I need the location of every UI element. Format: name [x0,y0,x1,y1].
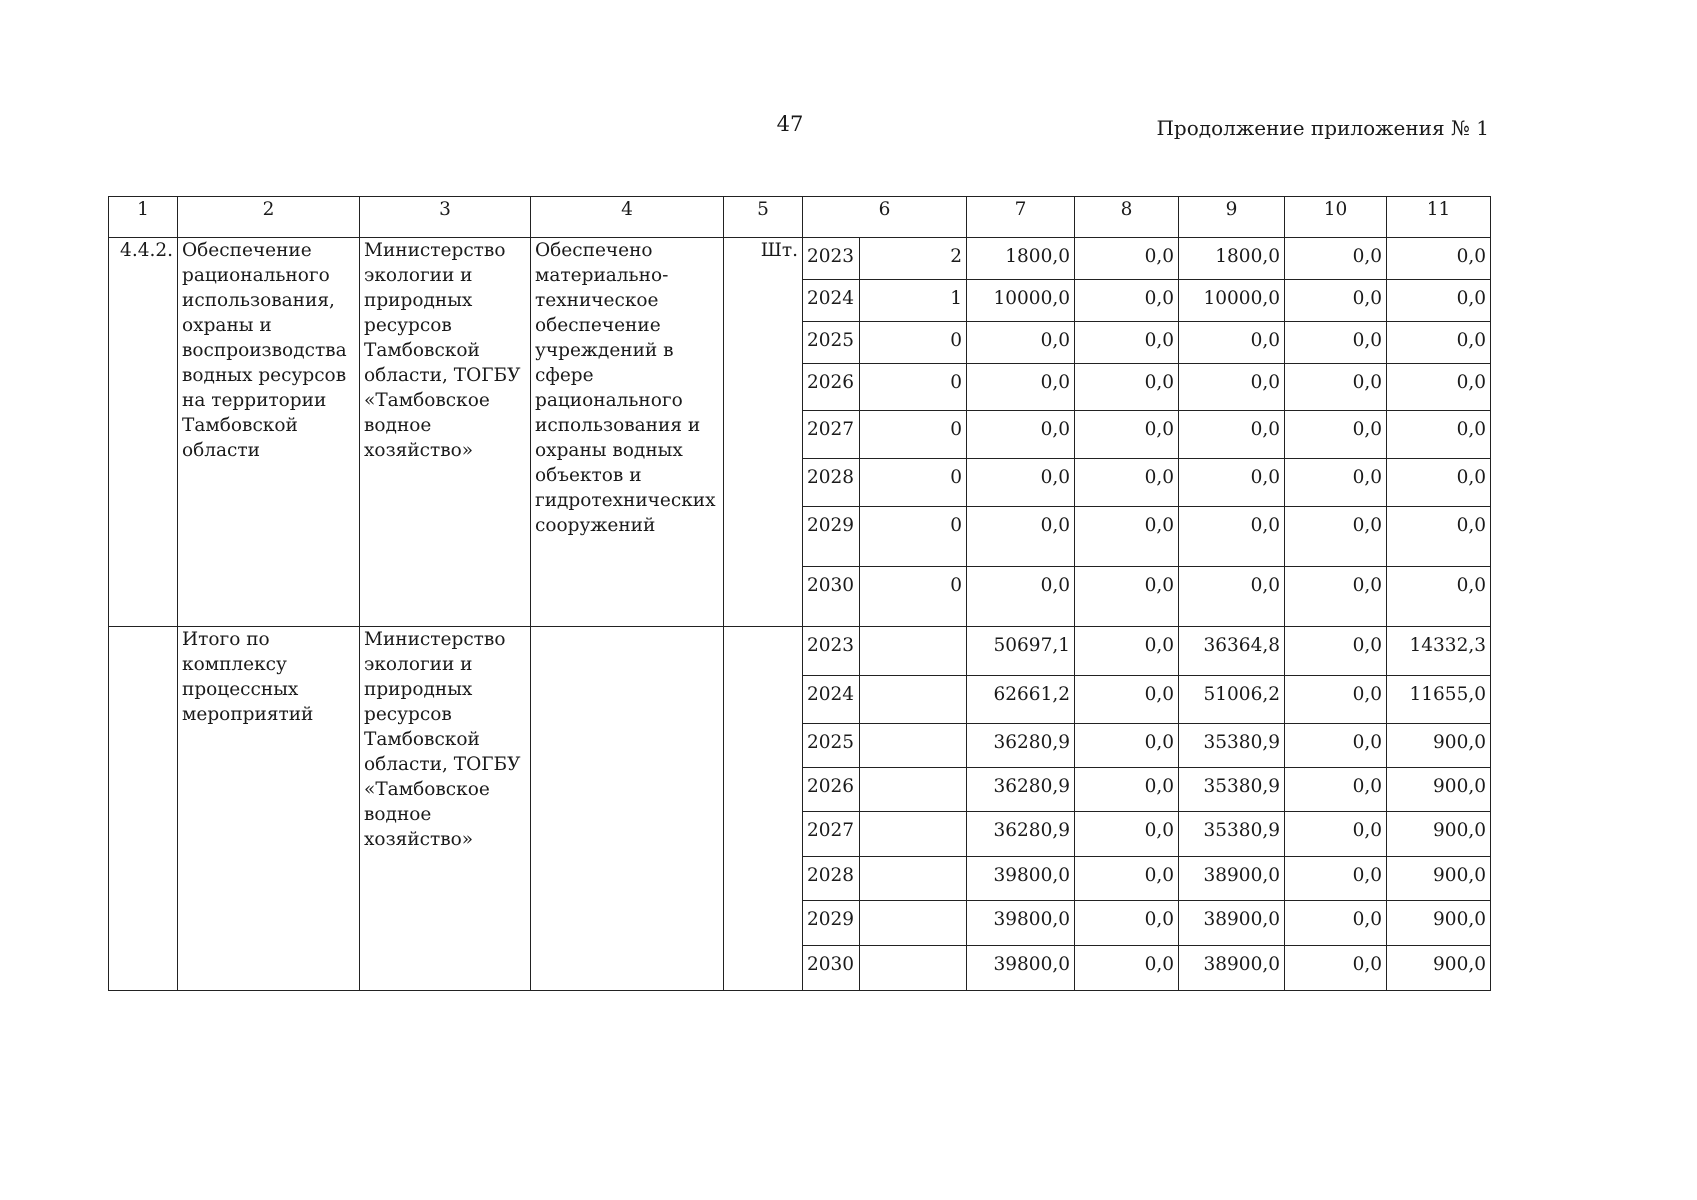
value-cell: 0,0 [1075,507,1179,567]
value-cell: 0,0 [1179,364,1285,411]
value-cell: 0,0 [1179,322,1285,364]
value-cell: 0,0 [967,322,1075,364]
value-cell: 62661,2 [967,676,1075,724]
year-cell: 2028 [803,857,860,901]
count-cell [860,676,967,724]
value-cell: 0,0 [1285,768,1387,812]
value-cell: 0,0 [1387,507,1491,567]
year-cell: 2030 [803,567,860,627]
count-cell: 0 [860,411,967,459]
value-cell: 0,0 [1075,768,1179,812]
count-cell: 0 [860,459,967,507]
value-cell: 0,0 [967,507,1075,567]
item-responsible: Министерство экологии и природных ресурсов Тамбовской области, ТОГБУ «Тамбовское водное хозяйство» [360,238,531,627]
value-cell: 0,0 [967,364,1075,411]
count-cell [860,901,967,946]
value-cell: 14332,3 [1387,627,1491,676]
header-cell: 1 [109,197,178,238]
count-cell: 1 [860,280,967,322]
total-result-cell [531,627,724,991]
value-cell: 0,0 [1285,676,1387,724]
year-cell: 2027 [803,411,860,459]
value-cell: 0,0 [1285,238,1387,280]
value-cell: 0,0 [1075,364,1179,411]
year-cell: 2026 [803,768,860,812]
value-cell: 0,0 [1075,567,1179,627]
value-cell: 0,0 [1179,459,1285,507]
header-cell: 3 [360,197,531,238]
value-cell: 0,0 [1285,812,1387,857]
value-cell: 0,0 [967,459,1075,507]
value-cell: 0,0 [1179,567,1285,627]
value-cell: 0,0 [1387,411,1491,459]
value-cell: 1800,0 [1179,238,1285,280]
count-cell: 2 [860,238,967,280]
value-cell: 900,0 [1387,946,1491,991]
value-cell: 0,0 [1387,459,1491,507]
count-cell: 0 [860,364,967,411]
value-cell: 39800,0 [967,901,1075,946]
value-cell: 39800,0 [967,946,1075,991]
header-cell: 4 [531,197,724,238]
count-cell [860,946,967,991]
value-cell: 0,0 [1285,946,1387,991]
total-code-cell [109,627,178,991]
count-cell [860,857,967,901]
header-cell: 8 [1075,197,1179,238]
value-cell: 0,0 [1075,901,1179,946]
value-cell: 0,0 [1387,280,1491,322]
count-cell [860,768,967,812]
value-cell: 0,0 [1075,724,1179,768]
value-cell: 10000,0 [1179,280,1285,322]
value-cell: 0,0 [1285,724,1387,768]
value-cell: 36280,9 [967,812,1075,857]
value-cell: 36364,8 [1179,627,1285,676]
value-cell: 900,0 [1387,901,1491,946]
count-cell [860,812,967,857]
total-name: Итого по комплексу процессных мероприятий [178,627,360,991]
total-responsible: Министерство экологии и природных ресурсов Тамбовской области, ТОГБУ «Тамбовское водное хозяйство» [360,627,531,991]
count-cell [860,724,967,768]
value-cell: 0,0 [1075,857,1179,901]
count-cell: 0 [860,507,967,567]
value-cell: 0,0 [1285,857,1387,901]
count-cell [860,627,967,676]
year-cell: 2024 [803,280,860,322]
value-cell: 0,0 [967,411,1075,459]
value-cell: 10000,0 [967,280,1075,322]
value-cell: 35380,9 [1179,768,1285,812]
value-cell: 11655,0 [1387,676,1491,724]
year-cell: 2023 [803,238,860,280]
header-cell: 5 [724,197,803,238]
value-cell: 0,0 [1285,322,1387,364]
value-cell: 0,0 [1285,459,1387,507]
year-cell: 2029 [803,901,860,946]
year-cell: 2023 [803,627,860,676]
value-cell: 0,0 [1075,676,1179,724]
value-cell: 38900,0 [1179,901,1285,946]
year-cell: 2026 [803,364,860,411]
header-row [109,197,1491,238]
value-cell: 1800,0 [967,238,1075,280]
header-cell: 9 [1179,197,1285,238]
value-cell: 36280,9 [967,768,1075,812]
value-cell: 0,0 [1387,567,1491,627]
value-cell: 900,0 [1387,724,1491,768]
header-cell: 2 [178,197,360,238]
value-cell: 0,0 [1075,459,1179,507]
year-cell: 2027 [803,812,860,857]
total-unit-cell [724,627,803,991]
value-cell: 0,0 [1075,411,1179,459]
value-cell: 50697,1 [967,627,1075,676]
count-cell: 0 [860,567,967,627]
value-cell: 0,0 [1285,507,1387,567]
value-cell: 0,0 [1285,567,1387,627]
item-name: Обеспечение рационального использования, охраны и воспроизводства водных ресурсов на территории Тамбовской области [178,238,360,627]
value-cell: 0,0 [1179,411,1285,459]
value-cell: 35380,9 [1179,812,1285,857]
value-cell: 36280,9 [967,724,1075,768]
value-cell: 0,0 [1075,322,1179,364]
year-cell: 2025 [803,724,860,768]
year-cell: 2028 [803,459,860,507]
value-cell: 0,0 [1387,364,1491,411]
header-cell: 10 [1285,197,1387,238]
header-cell: 6 [803,197,967,238]
value-cell: 0,0 [1285,364,1387,411]
value-cell: 0,0 [1179,507,1285,567]
year-cell: 2025 [803,322,860,364]
value-cell: 0,0 [1387,238,1491,280]
value-cell: 0,0 [1075,946,1179,991]
year-cell: 2029 [803,507,860,567]
value-cell: 38900,0 [1179,946,1285,991]
item-unit: Шт. [724,238,803,627]
count-cell: 0 [860,322,967,364]
value-cell: 0,0 [1285,280,1387,322]
value-cell: 0,0 [1075,627,1179,676]
header-cell: 7 [967,197,1075,238]
value-cell: 900,0 [1387,857,1491,901]
value-cell: 51006,2 [1179,676,1285,724]
value-cell: 0,0 [1075,812,1179,857]
value-cell: 0,0 [1075,238,1179,280]
value-cell: 39800,0 [967,857,1075,901]
appendix-continuation-note: Продолжение приложения № 1 [1156,116,1489,140]
value-cell: 0,0 [1285,627,1387,676]
value-cell: 0,0 [1387,322,1491,364]
value-cell: 38900,0 [1179,857,1285,901]
value-cell: 35380,9 [1179,724,1285,768]
year-cell: 2030 [803,946,860,991]
item-code: 4.4.2. [109,238,178,627]
year-cell: 2024 [803,676,860,724]
value-cell: 0,0 [1285,901,1387,946]
page-number: 47 [776,112,804,136]
header-cell: 11 [1387,197,1491,238]
table-row [109,238,1491,280]
value-cell: 0,0 [1075,280,1179,322]
value-cell: 0,0 [967,567,1075,627]
value-cell: 900,0 [1387,812,1491,857]
activities-table [108,196,1491,991]
table-row [109,627,1491,676]
value-cell: 0,0 [1285,411,1387,459]
value-cell: 900,0 [1387,768,1491,812]
item-result: Обеспечено материально-техническое обеспечение учреждений в сфере рационального использования и охраны водных объектов и гидротехнических сооружений [531,238,724,627]
